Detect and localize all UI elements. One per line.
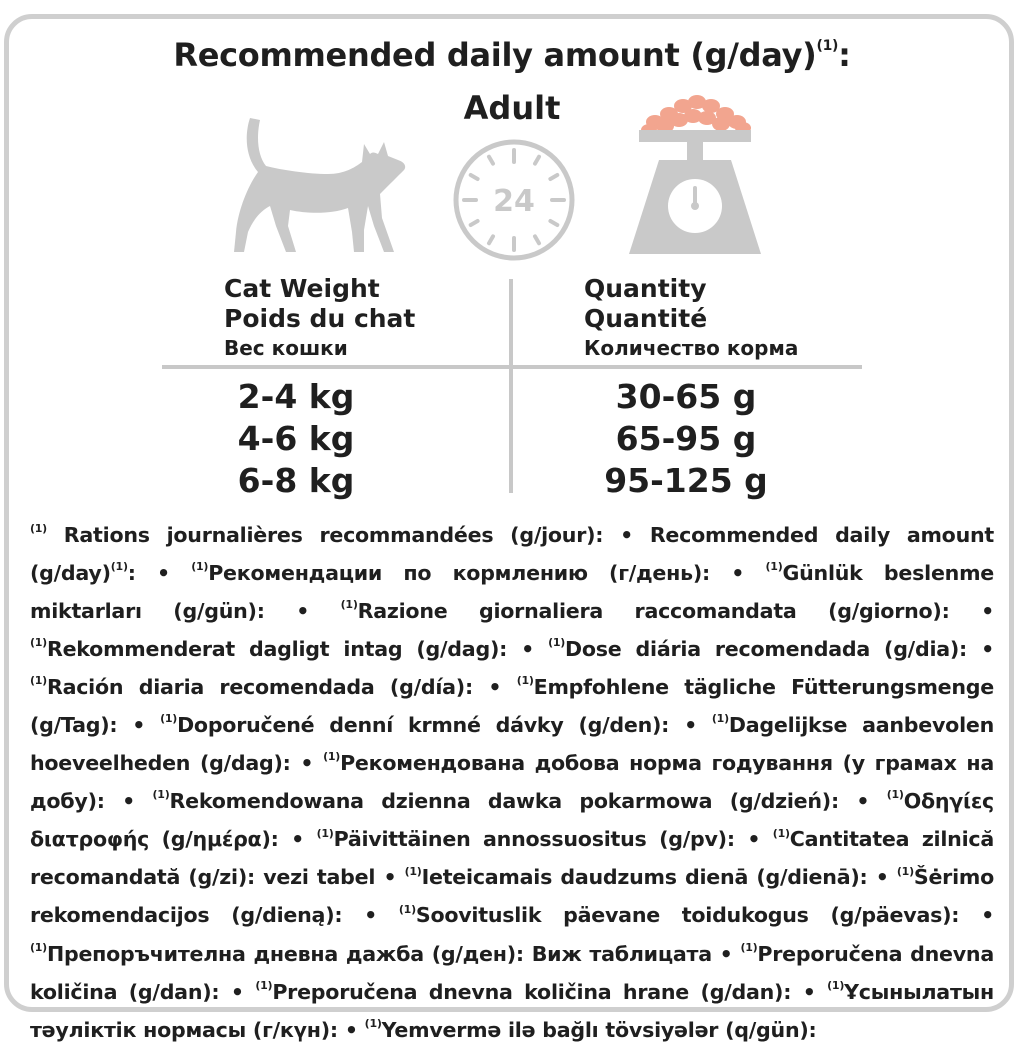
weight-header-fr: Poids du chat (224, 304, 416, 333)
weight-header-en: Cat Weight (224, 274, 380, 303)
footnote-part: $^{(1)}$Cantitatea zilnică recomandată (g/zi): vezi tabel • (30, 826, 995, 890)
footnote-part: $^{(1)}$Soovituslik päevane toidukogus (g/päevas): • (398, 902, 994, 928)
footnote-part: $^{(1)}$Rekommenderat dagligt intag (g/dag): • (30, 636, 549, 662)
footnote-part: $^{(1)}$Razione giornaliera raccomandata (g/giorno): • (340, 598, 995, 623)
footnote-part: $^{(1)}$Dagelijkse aanbevolen hoeveelheden (g/dag): • (30, 712, 995, 776)
weight-column-header (224, 274, 415, 362)
table-row-quantity: 65-95 g (615, 419, 757, 458)
footnote-part: $^{(1)}$Dose diária recomendada (g/dia): • (548, 636, 994, 662)
weight-values (196, 376, 396, 502)
life-stage-label: Adult (463, 89, 561, 127)
footnote-part: $^{(1)}$Rekomendowana dzienna dawka pokarmowa (g/dzień): • (152, 788, 887, 814)
kibble-pile-icon (641, 95, 751, 136)
table-row-weight: 6-8 kg (237, 461, 355, 500)
footnote-part: $^{(1)}$Ұсынылатын тәуліктік нормасы (г/күн): • (30, 978, 994, 1042)
footnote-part: $^{(1)}$Ieteicamais daudzums dienā (g/dienā): • (404, 864, 897, 890)
footnote-part: $^{(1)}$ Rations journalières recommandées (g/jour): • Recommended daily amount (g/day) (30, 522, 994, 585)
footnote-part: $^{(1)}$Yemvermə ilə bağlı tövsiyələr (q/gün): (364, 1016, 817, 1042)
table-row-quantity: 30-65 g (615, 377, 757, 416)
footnote-part: $^{(1)}$Ración diaria recomendada (g/día): • (30, 674, 517, 700)
footnote-part: $^{(1)}$: • (110, 560, 192, 585)
footnote-part: $^{(1)}$Οδηγίες διατροφής (g/ημέρα): • (30, 788, 995, 852)
quantity-column-header (584, 274, 798, 362)
table-row-quantity: 95-125 g (604, 461, 768, 500)
footnote-part: $^{(1)}$Preporučena dnevna količina hrane (g/dan): • (255, 978, 828, 1004)
table-row-weight: 4-6 kg (237, 419, 355, 458)
24-hour-clock-icon (452, 138, 576, 262)
footnote-part: $^{(1)}$Рекомендации по кормлению (г/день): • (191, 560, 766, 585)
footnote-part: $^{(1)}$Рекомендована добова норма годування (у грамах на добу): • (30, 750, 994, 814)
clock-label: 24 (493, 184, 535, 219)
title-footnote-marker: (1) (816, 38, 839, 55)
footnote-part: $^{(1)}$Günlük beslenme miktarları (g/gün): • (30, 560, 995, 623)
table-column-divider (509, 279, 513, 493)
food-scale-icon (625, 92, 765, 256)
page-title: Recommended daily amount $(g/day)^{(1)}$: (173, 36, 851, 74)
footnote-part: $^{(1)}$Препоръчителна дневна дажба (g/ден): Виж таблицата • (30, 940, 741, 966)
footnote-part: $^{(1)}$Doporučené denní krmné dávky (g/den): • (160, 712, 712, 738)
table-row-weight: 2-4 kg (237, 377, 355, 416)
quantity-header-fr: Quantité (584, 304, 708, 333)
footnote-part: $^{(1)}$Päivittäinen annossuositus (g/pv): • (316, 826, 773, 852)
footnote-part: $^{(1)}$Empfohlene tägliche Fütterungsmenge (g/Tag): • (30, 674, 994, 738)
multilingual-footnote (30, 514, 994, 1047)
cat-silhouette-icon (228, 114, 408, 256)
weight-header-ru: Вес кошки (224, 336, 348, 360)
quantity-header-ru: Количество корма (584, 336, 799, 360)
quantity-values (576, 376, 796, 502)
footnote-part: $^{(1)}$Preporučena dnevna količina (g/dan): • (30, 940, 994, 1004)
quantity-header-en: Quantity (584, 274, 707, 303)
footnote-part: $^{(1)}$Šėrimo rekomendacijos (g/dieną): • (30, 864, 994, 928)
